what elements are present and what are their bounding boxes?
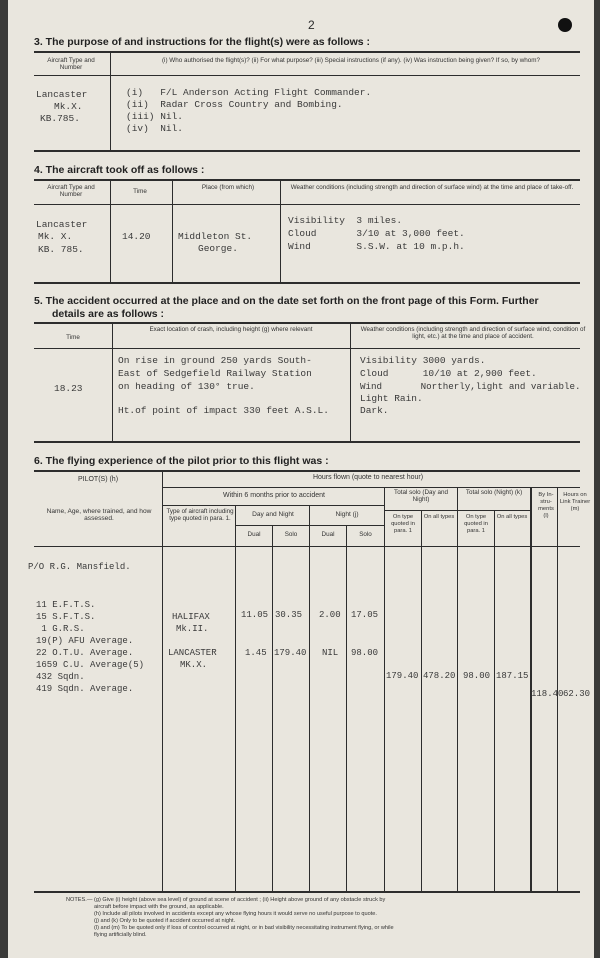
s5-location-line-5: Ht.of point of impact 330 feet A.S.L. — [118, 405, 329, 416]
notes-label: NOTES.— — [66, 897, 93, 903]
s6-header-onall-1: On all types — [423, 514, 455, 520]
s5-weather-line-2: Cloud 10/10 at 2,900 feet. — [360, 368, 537, 379]
s6-training-1: 11 E.F.T.S. — [36, 600, 96, 610]
s6-training-8: 419 Sqdn. Average. — [36, 684, 134, 694]
s4-weather-line-3: Wind S.S.W. at 10 m.p.h. — [288, 241, 465, 252]
note-line-2: aircraft before impact with the ground, as applicable. — [94, 904, 224, 910]
s5-header-location: Exact location of crash, including height (g) where relevant — [149, 326, 313, 333]
s3-header-aircraft: Aircraft Type and Number — [47, 57, 95, 71]
s6-pilot-name: P/O R.G. Mansfield. — [28, 562, 131, 572]
page-number: 2 — [308, 18, 315, 32]
s6-header-name: Name, Age, where trained, and how assessed. — [46, 508, 152, 522]
s6-header-solo-1: Solo — [284, 531, 298, 538]
s4-place-line-1: Middleton St. — [178, 231, 253, 242]
s6-header-hours: Hours flown (quote to nearest hour) — [312, 474, 424, 481]
s6-total-dn-all: 478.20 — [423, 671, 456, 681]
s6-training-7: 432 Sqdn. — [36, 672, 85, 682]
s6-header-night: Night (j) — [335, 511, 359, 518]
s6-row1-n-dual: 2.00 — [319, 610, 341, 620]
s3-answer-4: (iv) Nil. — [126, 123, 184, 134]
s3-answer-1: (i) F/L Anderson Acting Flight Commander. — [126, 87, 372, 98]
section-3-title: 3. The purpose of and instructions for the flight(s) were as follows : — [34, 36, 371, 48]
section-6-title: 6. The flying experience of the pilot prior to this flight was : — [34, 455, 329, 467]
s6-header-ontype-2: On type quoted in para. 1 — [464, 514, 488, 534]
s6-training-3: 1 G.R.S. — [36, 624, 85, 634]
s5-weather-line-5: Dark. — [360, 405, 389, 416]
section-4-title: 4. The aircraft took off as follows : — [34, 164, 205, 176]
note-line-5: (l) and (m) To be quoted only if loss of control occurred at night, or in bad visibility necessitating instrument flying, or while — [94, 925, 394, 931]
s6-training-6: 1659 C.U. Average(5) — [36, 660, 145, 670]
s5-time: 18.23 — [54, 383, 83, 394]
s6-header-dual-2: Dual — [321, 531, 335, 538]
s3-aircraft-line-2: Mk.X. — [54, 101, 83, 112]
s6-header-type: Type of aircraft including type quoted in para. 1. — [166, 508, 234, 522]
note-line-3: (h) Include all pilots involved in accidents except any whose flying hours it would serve no useful purpose to quote. — [94, 911, 377, 917]
s4-header-weather: Weather conditions (including strength and direction of surface wind) at the time and place of take-off. — [290, 184, 574, 191]
note-line-4: (j) and (k) Only to be quoted if accident occurred at night. — [94, 918, 236, 924]
s6-row2-dn-solo: 179.40 — [274, 648, 307, 658]
s6-instr-hours: 118.40 — [531, 689, 564, 699]
s6-header-pilot: PILOT(S) (h) — [77, 476, 119, 483]
s6-row2-type-1: LANCASTER — [168, 648, 217, 658]
s5-weather-line-4: Light Rain. — [360, 393, 423, 404]
s6-header-total-n: Total solo (Night) (k) — [465, 489, 523, 496]
s3-answer-2: (ii) Radar Cross Country and Bombing. — [126, 99, 343, 110]
s5-header-time: Time — [66, 334, 80, 341]
punch-hole — [558, 18, 572, 32]
s4-aircraft-line-1: Lancaster — [36, 219, 88, 230]
s3-aircraft-line-1: Lancaster — [36, 89, 88, 100]
s5-header-weather: Weather conditions (including strength and direction of surface wind, condition of light, etc.) at the time and place of accident. — [360, 326, 586, 340]
s6-total-n-all: 187.15 — [496, 671, 529, 681]
s6-row1-dn-dual: 11.05 — [241, 610, 269, 620]
note-line-6: flying artificially blind. — [94, 932, 147, 938]
s6-row1-dn-solo: 30.35 — [275, 610, 303, 620]
s5-location-line-1: On rise in ground 250 yards South- — [118, 355, 312, 366]
note-line-1: (g) Give (i) height (above sea level) of ground at scene of accident ; (ii) Height above ground of any obstacle struck by — [94, 897, 386, 903]
s6-row1-type-2: Mk.II. — [176, 624, 209, 634]
s4-aircraft-line-2: Mk. X. — [38, 231, 73, 242]
s6-header-instr: By In-stru-ments (l) — [538, 492, 554, 519]
s6-header-onall-2: On all types — [496, 514, 528, 520]
s3-aircraft-line-3: KB.785. — [40, 113, 80, 124]
s6-header-dual-1: Dual — [247, 531, 261, 538]
section-5-title-cont: details are as follows : — [52, 308, 165, 320]
s6-total-n-type: 98.00 — [463, 671, 491, 681]
s5-location-line-2: East of Sedgefield Railway Station — [118, 368, 312, 379]
s6-row2-n-dual: NIL — [322, 648, 339, 658]
s6-header-solo-2: Solo — [359, 531, 372, 538]
s6-row2-dn-dual: 1.45 — [245, 648, 267, 658]
s6-row2-type-2: MK.X. — [180, 660, 208, 670]
s6-header-within6: Within 6 months prior to accident — [223, 492, 325, 499]
s6-row1-type-1: HALIFAX — [172, 612, 210, 622]
s4-aircraft-line-3: KB. 785. — [38, 244, 84, 255]
s6-link-hours: 62.30 — [563, 689, 591, 699]
s3-header-questions: (i) Who authorised the flight(s)? (ii) For what purpose? (iii) Special instructions (if any). (iv) Was instruction being given? If so, by whom? — [161, 57, 541, 64]
s6-row2-n-solo: 98.00 — [351, 648, 379, 658]
s6-header-total-dn: Total solo (Day and Night) — [394, 489, 448, 503]
s4-weather-line-2: Cloud 3/10 at 3,000 feet. — [288, 228, 465, 239]
s6-training-4: 19(P) AFU Average. — [36, 636, 134, 646]
s6-training-2: 15 S.F.T.S. — [36, 612, 96, 622]
s5-location-line-3: on heading of 130° true. — [118, 381, 255, 392]
s5-weather-line-3: Wind Northerly,light and variable. — [360, 381, 581, 392]
s6-training-5: 22 O.T.U. Average. — [36, 648, 134, 658]
s4-header-place: Place (from which) — [201, 184, 255, 191]
s4-time: 14.20 — [122, 231, 151, 242]
s4-header-aircraft: Aircraft Type and Number — [47, 184, 95, 198]
s4-header-time: Time — [133, 188, 147, 195]
s6-total-dn-type: 179.40 — [386, 671, 419, 681]
s6-header-ontype-1: On type quoted in para. 1 — [391, 514, 415, 534]
section-5-title: 5. The accident occurred at the place and on the date set forth on the front page of this Form. Further — [34, 295, 539, 307]
s4-place-line-2: George. — [198, 243, 238, 254]
form-page — [8, 0, 594, 958]
s5-weather-line-1: Visibility 3000 yards. — [360, 355, 486, 366]
s6-row1-n-solo: 17.05 — [351, 610, 379, 620]
s3-answer-3: (iii) Nil. — [126, 111, 184, 122]
s4-weather-line-1: Visibility 3 miles. — [288, 215, 403, 226]
s6-header-link: Hours on Link Trainer (m) — [559, 492, 591, 512]
s6-header-daynight: Day and Night — [252, 511, 294, 518]
